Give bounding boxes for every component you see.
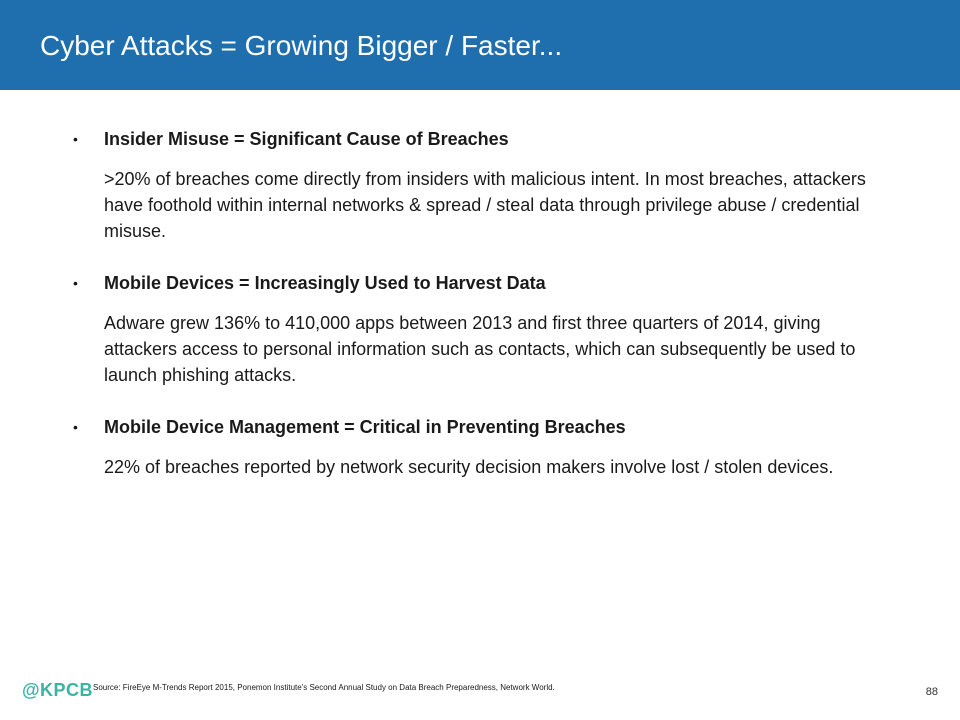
bullet-heading: Insider Misuse = Significant Cause of Breaches xyxy=(104,129,509,149)
bullet-item xyxy=(70,126,870,244)
bullet-heading: Mobile Devices = Increasingly Used to Harvest Data xyxy=(104,273,546,293)
page-number: 88 xyxy=(925,686,938,698)
source-note: Source: FireEye M-Trends Report 2015, Ponemon Institute's Second Annual Study on Data Breach Preparedness, Network World. xyxy=(93,683,555,692)
bullet-item xyxy=(70,414,870,480)
bullet-body: 22% of breaches reported by network security decision makers involve lost / stolen devices. xyxy=(104,457,834,477)
bullet-heading: Mobile Device Management = Critical in Preventing Breaches xyxy=(104,417,626,437)
bullet-list xyxy=(70,126,870,506)
bullet-marker: • xyxy=(73,131,78,147)
bullet-marker: • xyxy=(73,419,78,435)
bullet-item xyxy=(70,270,870,388)
kpcb-logo: @KPCB xyxy=(22,680,94,700)
bullet-body: Adware grew 136% to 410,000 apps between 2013 and first three quarters of 2014, giving attackers access to personal information such as contacts, which can subsequently be used to launch phishing attacks. xyxy=(104,313,856,385)
title-bar xyxy=(0,0,960,90)
bullet-body: >20% of breaches come directly from insiders with malicious intent. In most breaches, attackers have foothold within internal networks & spread / steal data through privilege abuse / credential misuse. xyxy=(104,169,866,241)
bullet-marker: • xyxy=(73,275,78,291)
slide-title: Cyber Attacks = Growing Bigger / Faster... xyxy=(40,30,563,61)
